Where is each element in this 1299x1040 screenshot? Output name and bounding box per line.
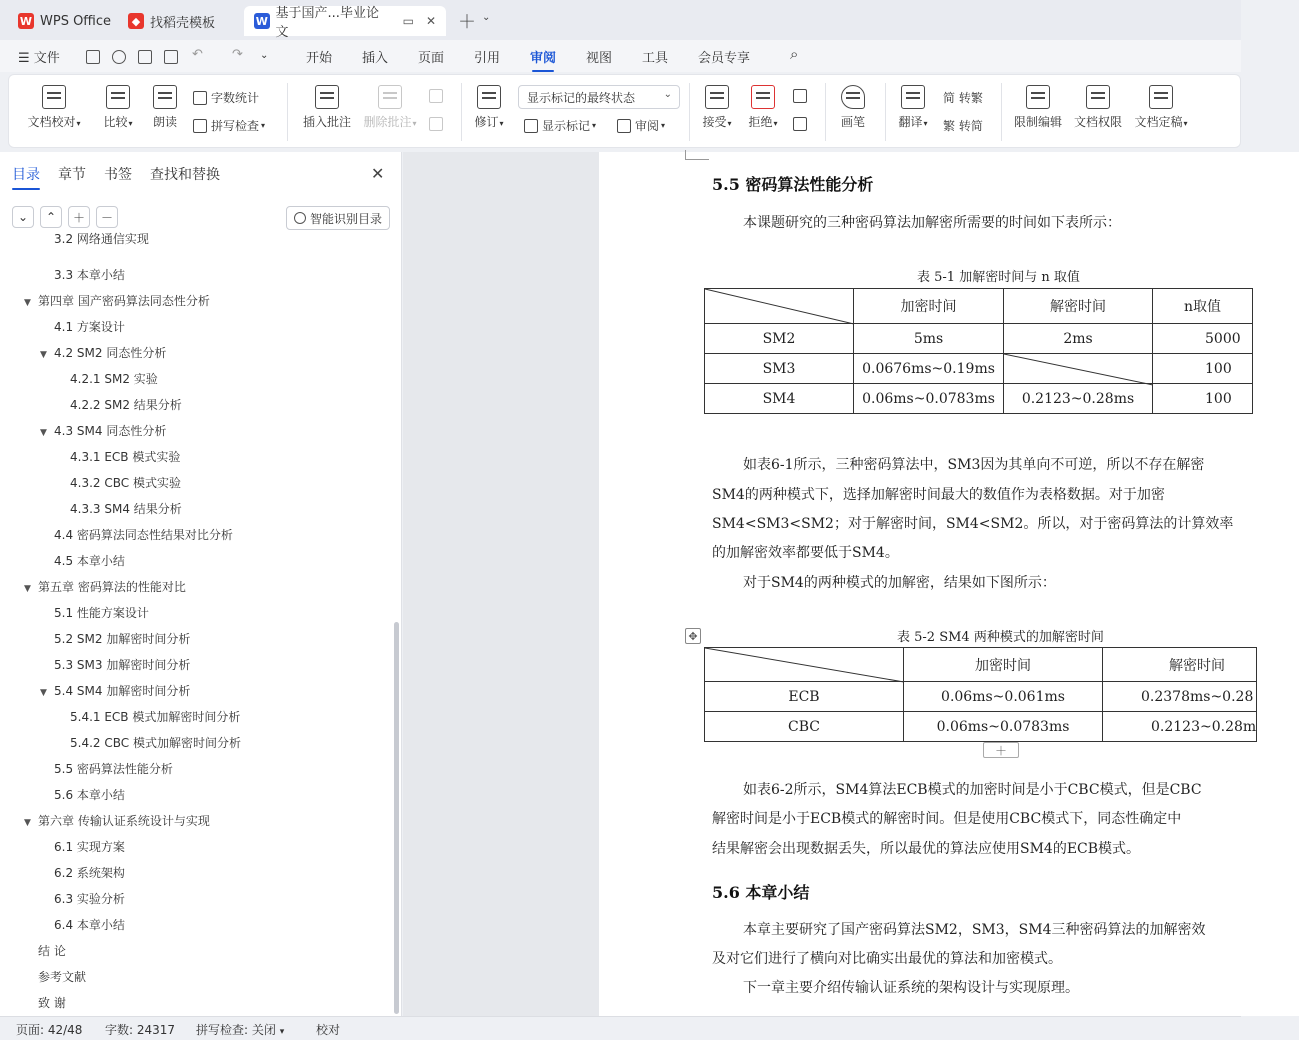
nav-tabs (12, 164, 220, 190)
accept-button[interactable]: 接受▾ (697, 85, 737, 130)
paragraph: 解密时间是小于ECB模式的解密时间。但是使用CBC模式下，同态性确定中 (712, 811, 1182, 827)
toc-item[interactable] (56, 708, 240, 725)
table-cell: 0.2123~0.28ms (1004, 384, 1153, 414)
close-tab-icon[interactable]: ✕ (425, 14, 436, 28)
finalize-icon (1149, 85, 1173, 109)
to-simplified-button[interactable]: 繁 转简 (943, 119, 983, 133)
toc-item-label: 4.4 密码算法同态性结果对比分析 (54, 528, 233, 542)
next-change-button[interactable] (793, 117, 811, 131)
quick-access-more-icon[interactable]: ⌄ (260, 50, 269, 61)
menu-home[interactable]: 开始 (306, 51, 333, 66)
paragraph: 的加解密效率都要低于SM4。 (712, 545, 899, 561)
table-diagonal-cell (705, 648, 904, 682)
menu-member[interactable]: 会员专享 (698, 51, 751, 66)
pen-icon (841, 85, 865, 109)
save-icon[interactable] (86, 50, 100, 64)
toc-item[interactable] (56, 500, 182, 517)
to-traditional-button[interactable]: 简 转繁 (943, 91, 983, 105)
toc-item-label: 6.2 系统架构 (54, 866, 125, 880)
expand-toggle-icon[interactable]: ▼ (40, 350, 47, 360)
toc-item-label: 5.3 SM3 加解密时间分析 (54, 658, 191, 672)
toc-item-label: 致 谢 (38, 996, 66, 1010)
toc-item[interactable] (40, 838, 125, 855)
chevron-down-icon[interactable]: ⌄ (482, 12, 491, 23)
toc-item-label: 第五章 密码算法的性能对比 (38, 580, 186, 594)
add-heading-icon[interactable]: ＋ (68, 206, 90, 228)
table-cell: 2ms (1004, 324, 1153, 354)
section-heading-5-6: 5.6 本章小结 (712, 883, 810, 902)
tab-wps-office[interactable] (8, 6, 121, 36)
restrict-edit-button[interactable]: 限制编辑 (1011, 85, 1065, 130)
table-header: 加密时间 (854, 289, 1004, 324)
table-cell: 0.2123~0.28m (1103, 712, 1257, 742)
toc-item[interactable] (24, 968, 86, 985)
menu-page[interactable]: 页面 (418, 51, 445, 66)
tab-bar (0, 0, 1241, 40)
menu-insert[interactable]: 插入 (362, 51, 389, 66)
tab-toc[interactable]: 目录 (12, 164, 40, 190)
toc-item-label: 结 论 (38, 944, 66, 958)
expand-toggle-icon[interactable]: ▼ (40, 428, 47, 438)
collapse-all-icon[interactable]: ⌄ (12, 206, 34, 228)
previous-comment-icon (429, 89, 443, 103)
toc-item[interactable] (56, 396, 182, 413)
toc-item-label: 4.2.2 SM2 结果分析 (70, 398, 182, 412)
expand-up-icon[interactable]: ⌃ (40, 206, 62, 228)
doc-proof-icon (42, 85, 66, 109)
table-cell: 0.2378ms~0.28 (1103, 682, 1257, 712)
table-cell: 100 (1153, 354, 1253, 384)
table-cell: 0.0676ms~0.19ms (854, 354, 1004, 384)
toc-item-label: 4.3.3 SM4 结果分析 (70, 502, 182, 516)
table-cell: SM2 (705, 324, 854, 354)
tab-thesis-document[interactable] (244, 6, 446, 40)
table-cell: 0.06ms~0.0783ms (904, 712, 1103, 742)
toc-item[interactable] (40, 266, 125, 283)
expand-toggle-icon[interactable]: ▼ (40, 688, 47, 698)
previous-change-button[interactable] (793, 89, 811, 103)
toc-item[interactable] (24, 292, 210, 309)
read-aloud-button[interactable]: 朗读 (145, 85, 185, 130)
review-pane-button[interactable]: 审阅 ▾ (617, 117, 665, 134)
toc-item[interactable] (40, 630, 190, 647)
toc-item[interactable] (24, 994, 66, 1011)
toc-item-label: 5.2 SM2 加解密时间分析 (54, 632, 191, 646)
table-cell: CBC (705, 712, 904, 742)
toc-item-label: 3.3 本章小结 (54, 268, 125, 282)
word-doc-icon: W (255, 14, 268, 28)
float-window-icon[interactable]: ▭ (402, 14, 414, 28)
review-pane-icon (617, 119, 631, 133)
paragraph: 对于SM4的两种模式的加解密，结果如下图所示： (743, 575, 1056, 591)
expand-toggle-icon[interactable]: ▼ (24, 298, 31, 308)
toc-item[interactable] (40, 526, 233, 543)
ribbon-separator (825, 83, 826, 141)
toc-item-label: 5.4 SM4 加解密时间分析 (54, 684, 191, 698)
table-cell: 5000 (1153, 324, 1253, 354)
toc-item-label: 5.4.1 ECB 模式加解密时间分析 (70, 710, 241, 724)
track-changes-button[interactable]: 修订▾ (469, 85, 509, 130)
toc-item-label: 6.1 实现方案 (54, 840, 125, 854)
track-changes-icon (477, 85, 501, 109)
menu-review[interactable]: 审阅 (530, 47, 556, 66)
ribbon-separator (1001, 83, 1002, 141)
ribbon-separator (461, 83, 462, 141)
pen-button[interactable]: 画笔 (833, 85, 873, 130)
menu-view[interactable]: 视图 (586, 51, 613, 66)
tab-label: 找稻壳模板 (150, 15, 216, 31)
new-tab-icon[interactable]: ＋ (458, 12, 476, 33)
table-cell: 0.06ms~0.0783ms (854, 384, 1004, 414)
markup-state-select[interactable]: 显示标记的最终状态 ⌄ (518, 85, 680, 109)
table-header: n取值 (1153, 289, 1253, 324)
table-cell: 0.06ms~0.061ms (904, 682, 1103, 712)
print-preview-icon[interactable] (164, 50, 178, 64)
compare-icon (106, 85, 130, 109)
reject-icon (751, 85, 775, 109)
toc-item-label: 4.2 SM2 同态性分析 (54, 346, 167, 360)
toc-item-label: 第四章 国产密码算法同态性分析 (38, 294, 210, 308)
expand-toggle-icon[interactable]: ▼ (24, 584, 31, 594)
doc-proof-button[interactable]: 文档校对▾ (23, 85, 85, 130)
toc-item[interactable] (40, 656, 190, 673)
toc-item-label: 4.3 SM4 同态性分析 (54, 424, 167, 438)
toc-item-label: 3.2 网络通信实现 (54, 232, 149, 246)
word-count-indicator[interactable]: 字数: 24317 (105, 1023, 176, 1037)
toc-item[interactable] (40, 864, 125, 881)
table-caption: 表 5-1 加解密时间与 n 取值 (917, 270, 1080, 285)
toc-item[interactable] (24, 578, 186, 595)
status-bar (0, 1016, 1241, 1040)
finalize-button[interactable]: 文档定稿▾ (1129, 85, 1193, 130)
smart-toc-button[interactable]: 智能识别目录 (286, 206, 390, 230)
word-count-button[interactable]: 字数统计 (193, 89, 259, 106)
paragraph: SM4的两种模式下，选择加解密时间最大的数值作为表格数据。对于加密 (712, 487, 1165, 503)
toc-item-label: 5.5 密码算法性能分析 (54, 762, 173, 776)
previous-change-icon (793, 89, 807, 103)
toc-item-label: 6.3 实验分析 (54, 892, 125, 906)
toc-item[interactable] (40, 916, 125, 933)
search-icon[interactable]: ⌕ (790, 45, 799, 63)
table-cell: 100 (1153, 384, 1253, 414)
table-cell: 5ms (854, 324, 1004, 354)
paragraph: 如表6-1所示，三种密码算法中，SM3因为其单向不可逆，所以不存在解密 (743, 457, 1205, 473)
table-cell: ECB (705, 682, 904, 712)
document-page[interactable] (599, 152, 1299, 1016)
table-cell: SM3 (705, 354, 854, 384)
share-icon[interactable] (112, 50, 126, 64)
print-icon[interactable] (138, 50, 152, 64)
restrict-edit-icon (1026, 85, 1050, 109)
tab-bookmarks[interactable]: 书签 (104, 167, 132, 183)
table-header: 解密时间 (1004, 289, 1153, 324)
tab-chapters[interactable]: 章节 (58, 167, 86, 183)
paragraph: 本课题研究的三种密码算法加解密所需要的时间如下表所示： (743, 215, 1121, 231)
paragraph: 本章主要研究了国产密码算法SM2，SM3，SM4三种密码算法的加解密效 (743, 922, 1206, 938)
toc-item-label: 5.4.2 CBC 模式加解密时间分析 (70, 736, 241, 750)
show-markup-icon (524, 119, 538, 133)
redo-icon[interactable]: ↷ (232, 47, 243, 62)
review-ribbon (8, 74, 1241, 148)
toc-item[interactable] (40, 552, 125, 569)
spell-check-status[interactable]: 拼写检查: 关闭 ▾ (196, 1023, 285, 1037)
table-5-2[interactable] (704, 647, 1257, 742)
table-5-1[interactable] (704, 288, 1253, 414)
toc-item-label: 4.3.2 CBC 模式实验 (70, 476, 181, 490)
insert-comment-icon (315, 85, 339, 109)
toc-item-label: 5.1 性能方案设计 (54, 606, 149, 620)
tab-find-replace[interactable]: 查找和替换 (150, 167, 220, 183)
previous-comment-button[interactable] (429, 89, 447, 103)
table-move-icon[interactable]: ✥ (685, 628, 701, 644)
accept-icon (705, 85, 729, 109)
toc-item-label: 4.1 方案设计 (54, 320, 125, 334)
translate-icon (901, 85, 925, 109)
paragraph: 下一章主要介绍传输认证系统的架构设计与实现原理。 (743, 980, 1079, 996)
translate-button[interactable]: 翻译▾ (891, 85, 935, 130)
menu-tools[interactable]: 工具 (642, 51, 669, 66)
add-table-row-icon[interactable]: ＋ (983, 742, 1019, 758)
ribbon-separator (689, 83, 690, 141)
docer-icon: ◆ (128, 13, 144, 29)
toc-toolbar (12, 206, 118, 228)
toc-item[interactable] (56, 448, 180, 465)
next-comment-button[interactable] (429, 117, 447, 131)
table-diagonal-cell (1004, 354, 1153, 384)
toc-item[interactable] (56, 734, 241, 751)
toc-item-label: 6.4 本章小结 (54, 918, 125, 932)
show-markup-button[interactable]: 显示标记 ▾ (524, 117, 596, 134)
menu-references[interactable]: 引用 (474, 51, 501, 66)
document-area (403, 152, 1257, 1016)
toc-item[interactable] (56, 474, 181, 491)
table-caption: 表 5-2 SM4 两种模式的加解密时间 (897, 630, 1104, 645)
toc-item-label: 5.6 本章小结 (54, 788, 125, 802)
toc-item[interactable] (40, 318, 125, 335)
toc-item[interactable] (56, 370, 158, 387)
smart-recognize-icon (294, 212, 306, 224)
file-menu[interactable]: ☰ 文件 (18, 51, 60, 66)
nav-scrollbar[interactable] (394, 622, 399, 1014)
ribbon-separator (885, 83, 886, 141)
toc-item[interactable] (40, 422, 166, 439)
toc-item[interactable] (24, 812, 210, 829)
table-header: 加密时间 (904, 648, 1103, 682)
section-heading-5-5: 5.5 密码算法性能分析 (712, 175, 874, 194)
toc-item-label: 4.5 本章小结 (54, 554, 125, 568)
tab-label: WPS Office (40, 13, 112, 29)
next-comment-icon (429, 117, 443, 131)
toc-item[interactable] (40, 344, 166, 361)
toc-item[interactable] (40, 890, 125, 907)
paragraph: 及对它们进行了横向对比确实出最优的算法和加密模式。 (712, 951, 1062, 967)
navigation-pane (0, 152, 402, 1016)
insert-comment-button[interactable]: 插入批注 (297, 85, 357, 130)
spell-check-button[interactable]: 拼写检查 ▾ (193, 117, 265, 134)
ribbon-separator (287, 83, 288, 141)
toc-item[interactable] (40, 230, 149, 247)
toc-item[interactable] (24, 942, 66, 959)
delete-comment-button[interactable]: 删除批注▾ (359, 85, 421, 130)
toc-item-label: 4.2.1 SM2 实验 (70, 372, 158, 386)
read-aloud-icon (153, 85, 177, 109)
word-count-icon (193, 91, 207, 105)
paragraph: SM4<SM3<SM2；对于解密时间，SM4<SM2。所以，对于密码算法的计算效率 (712, 516, 1234, 532)
page-indicator[interactable]: 页面: 42/48 (16, 1023, 83, 1037)
compare-button[interactable]: 比较▾ (95, 85, 141, 130)
remove-heading-icon[interactable]: － (96, 206, 118, 228)
table-cell: SM4 (705, 384, 854, 414)
undo-icon[interactable]: ↶ (192, 47, 203, 62)
page-corner-mark (685, 150, 709, 160)
table-diagonal-cell (705, 289, 854, 324)
delete-comment-icon (378, 85, 402, 109)
paragraph: 结果解密会出现数据丢失，所以最优的算法应使用SM4的ECB模式。 (712, 841, 1141, 857)
menu-bar (0, 40, 1241, 72)
spell-check-icon (193, 119, 207, 133)
toc-item[interactable] (40, 682, 190, 699)
wps-logo-icon: W (19, 14, 33, 28)
chevron-down-icon: ⌄ (663, 89, 672, 100)
next-change-icon (793, 117, 807, 131)
toc-item[interactable] (40, 604, 149, 621)
paragraph: 如表6-2所示，SM4算法ECB模式的加密时间是小于CBC模式，但是CBC (743, 782, 1202, 798)
close-icon[interactable]: ✕ (371, 164, 385, 183)
tab-label: 基于国产...毕业论文 (275, 6, 379, 40)
toc-item-label: 第六章 传输认证系统设计与实现 (38, 814, 210, 828)
toc-list (0, 232, 392, 1016)
table-header: 解密时间 (1103, 648, 1257, 682)
reject-button[interactable]: 拒绝▾ (743, 85, 783, 130)
toc-item-label: 4.3.1 ECB 模式实验 (70, 450, 181, 464)
doc-permission-button[interactable]: 文档权限 (1071, 85, 1125, 130)
toc-item[interactable] (40, 760, 173, 777)
proof-status[interactable]: 校对 (316, 1023, 341, 1037)
toc-item-label: 参考文献 (38, 970, 87, 984)
doc-permission-icon (1086, 85, 1110, 109)
tab-docer-templates[interactable] (118, 6, 225, 36)
expand-toggle-icon[interactable]: ▼ (24, 818, 31, 828)
toc-item[interactable] (40, 786, 125, 803)
